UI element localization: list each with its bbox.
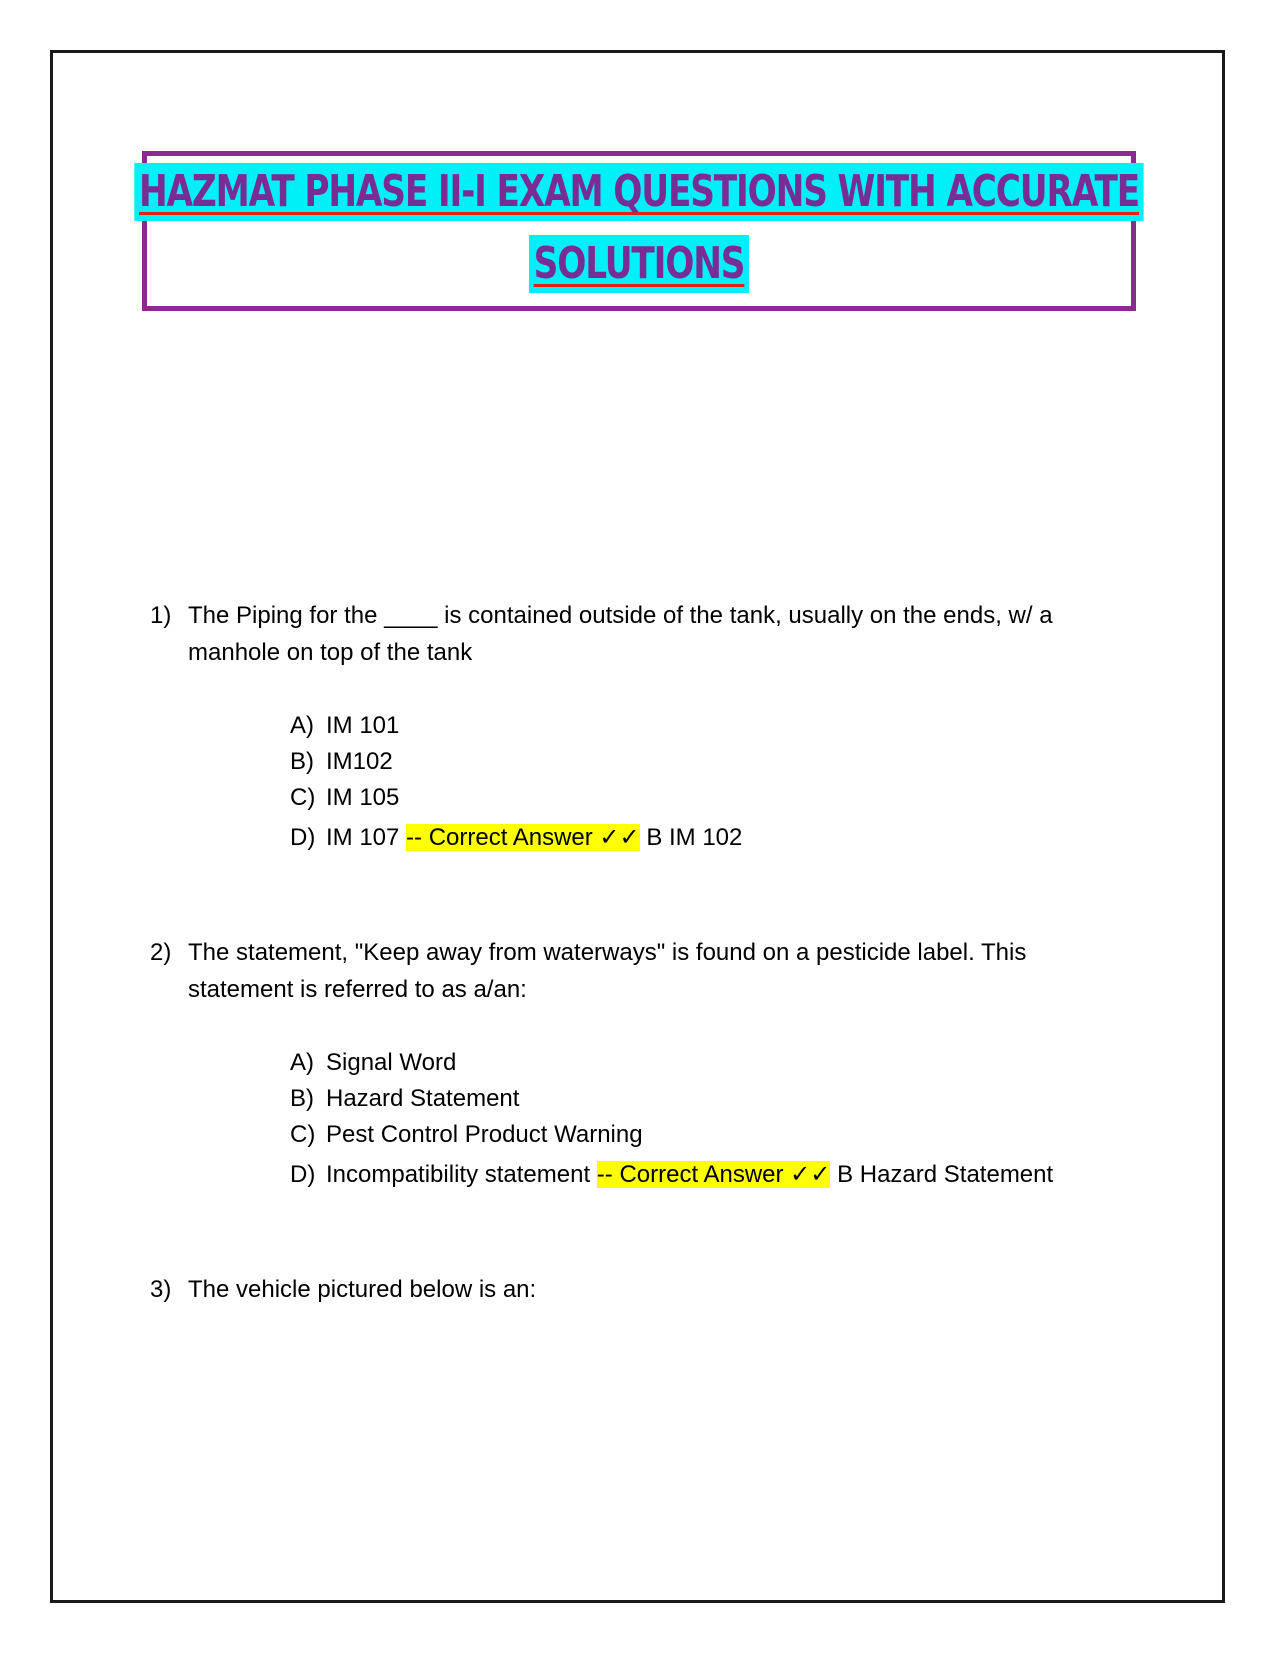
title-line-1: HAZMAT PHASE II-I EXAM QUESTIONS WITH ACCURATE: [134, 163, 1143, 221]
options-list-2: [290, 1045, 1053, 1193]
correct-answer: B IM 102: [646, 824, 743, 851]
options-list-1: [290, 708, 742, 856]
question-number: 2): [150, 939, 172, 966]
option-d: D) IM 107 -- Correct Answer ✓✓ B IM 102: [290, 824, 743, 851]
question-text: The vehicle pictured below is an:: [188, 1276, 537, 1303]
question-2: [150, 934, 1110, 1008]
option-c: C) IM 105: [290, 784, 400, 811]
correct-answer-marker: -- Correct Answer ✓✓: [596, 1161, 831, 1188]
question-number: 3): [150, 1276, 172, 1303]
question-3: [150, 1271, 1110, 1308]
option-b: B) IM102: [290, 748, 393, 775]
correct-answer: B Hazard Statement: [837, 1161, 1054, 1188]
title-line-2: SOLUTIONS: [529, 235, 749, 293]
option-b: B) Hazard Statement: [290, 1085, 520, 1112]
question-text: The statement, "Keep away from waterways" is found on a pesticide label. This statement is referred to as a/an:: [188, 939, 1027, 1003]
title-box: [138, 151, 1140, 311]
question-1: [150, 597, 1110, 671]
option-a: A) Signal Word: [290, 1049, 457, 1076]
option-c: C) Pest Control Product Warning: [290, 1121, 643, 1148]
correct-answer-marker: -- Correct Answer ✓✓: [406, 824, 640, 851]
option-a: A) IM 101: [290, 712, 400, 739]
question-number: 1): [150, 602, 172, 629]
option-d: D) Incompatibility statement -- Correct Answer ✓✓ B Hazard Statement: [290, 1161, 1054, 1188]
question-text: The Piping for the ____ is contained outside of the tank, usually on the ends, w/ a manhole on top of the tank: [188, 602, 1053, 666]
